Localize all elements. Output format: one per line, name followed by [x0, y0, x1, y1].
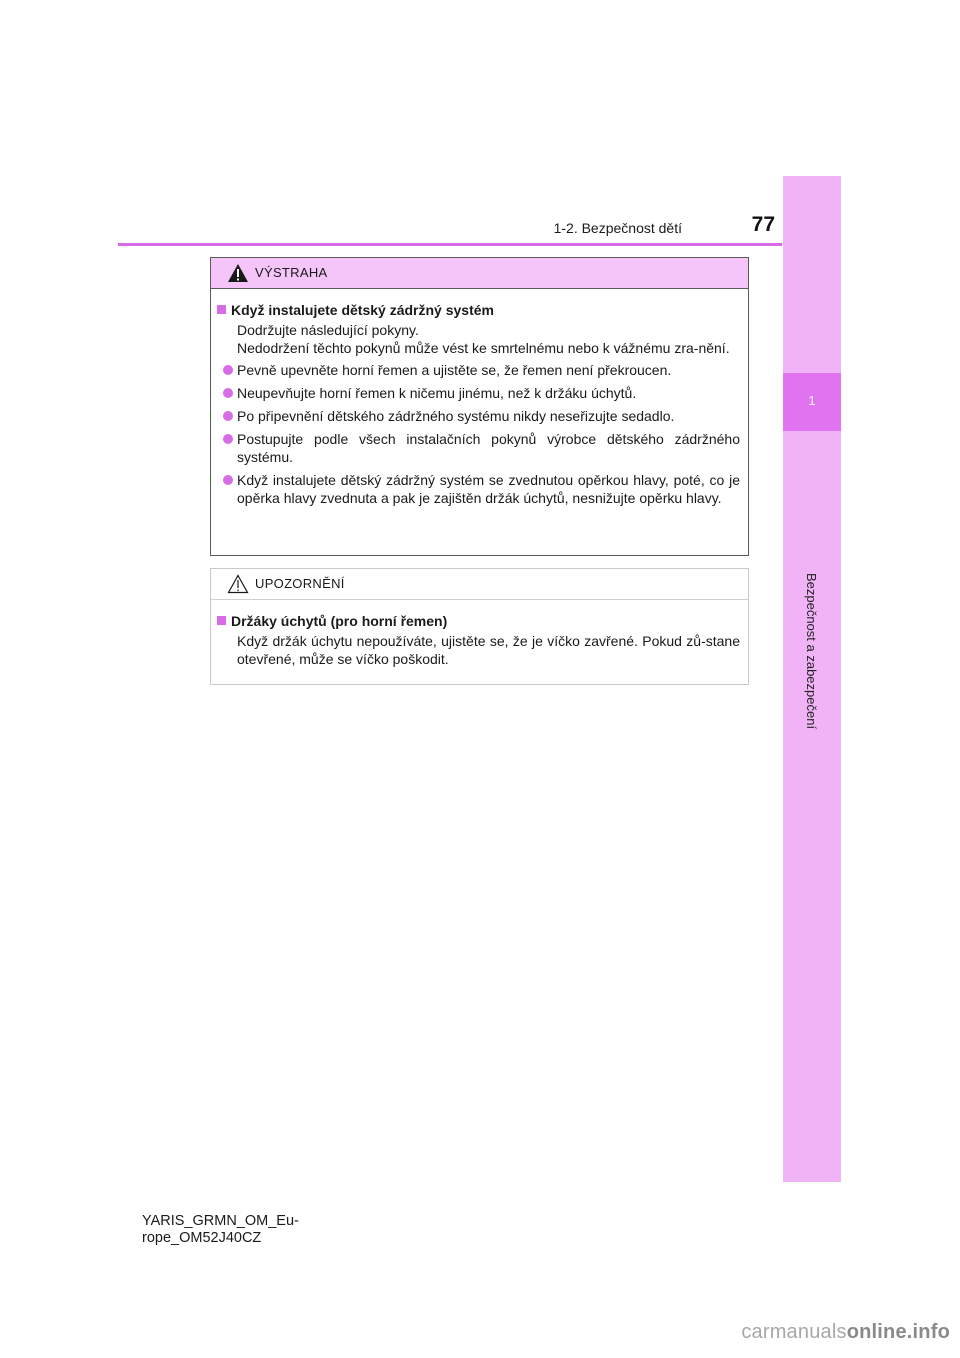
warning-triangle-outline-icon — [227, 574, 249, 594]
round-bullet-icon — [223, 434, 233, 444]
watermark-prefix: carmanuals — [741, 1321, 847, 1343]
chapter-side-tab — [783, 176, 841, 1182]
warning-intro-line1: Dodržujte následující pokyny. — [237, 322, 419, 338]
warning-bullet-list — [217, 361, 740, 507]
list-item: Když instalujete dětský zádržný systém se zvednutou opěrkou hlavy, poté, co je opěrka hlavy zvednuta a pak je zajištěn držák úchytů, nesnižujte opěrku hlavy. — [217, 471, 740, 507]
warning-box-body — [211, 289, 748, 507]
round-bullet-icon — [223, 475, 233, 485]
warning-triangle-filled-icon — [227, 263, 249, 283]
footer-line1: YARIS_GRMN_OM_Eu- — [142, 1213, 299, 1229]
document-footer — [142, 1213, 299, 1247]
watermark — [741, 1321, 950, 1344]
square-bullet-icon — [217, 305, 226, 314]
warning-intro-line2: Nedodržení těchto pokynů může vést ke smrtelnému nebo k vážnému zra-nění. — [237, 340, 730, 356]
warning-heading-text: Když instalujete dětský zádržný systém — [231, 302, 494, 318]
caution-box-header — [211, 569, 748, 600]
round-bullet-icon — [223, 411, 233, 421]
round-bullet-icon — [223, 388, 233, 398]
list-item: Pevně upevněte horní řemen a ujistěte se, že řemen není překroucen. — [217, 361, 740, 379]
warning-heading — [217, 301, 740, 319]
chapter-title: Bezpečnost a zabezpečení — [804, 572, 820, 730]
chapter-number: 1 — [808, 393, 816, 408]
caution-box — [210, 568, 749, 685]
round-bullet-icon — [223, 365, 233, 375]
list-item: Neupevňujte horní řemen k ničemu jinému, než k držáku úchytů. — [217, 384, 740, 402]
header-divider — [118, 243, 782, 246]
warning-box — [210, 257, 749, 556]
warning-title: VÝSTRAHA — [255, 265, 328, 280]
list-item: Postupujte podle všech instalačních pokynů výrobce dětského zádržného systému. — [217, 430, 740, 466]
page-number: 77 — [751, 213, 775, 236]
footer-line2: rope_OM52J40CZ — [142, 1230, 262, 1246]
list-item: Po připevnění dětského zádržného systému nikdy neseřizujte sedadlo. — [217, 407, 740, 425]
caution-title: UPOZORNĚNÍ — [255, 576, 345, 591]
caution-heading — [217, 612, 740, 630]
caution-text: Když držák úchytu nepoužíváte, ujistěte se, že je víčko zavřené. Pokud zů-stane otevřené, může se víčko poškodit. — [237, 633, 740, 667]
caution-heading-text: Držáky úchytů (pro horní řemen) — [231, 613, 448, 629]
caution-box-body — [211, 600, 748, 668]
section-title: 1-2. Bezpečnost dětí — [553, 220, 682, 236]
watermark-domain: online.info — [846, 1321, 950, 1343]
square-bullet-icon — [217, 616, 226, 625]
warning-box-header — [211, 258, 748, 289]
